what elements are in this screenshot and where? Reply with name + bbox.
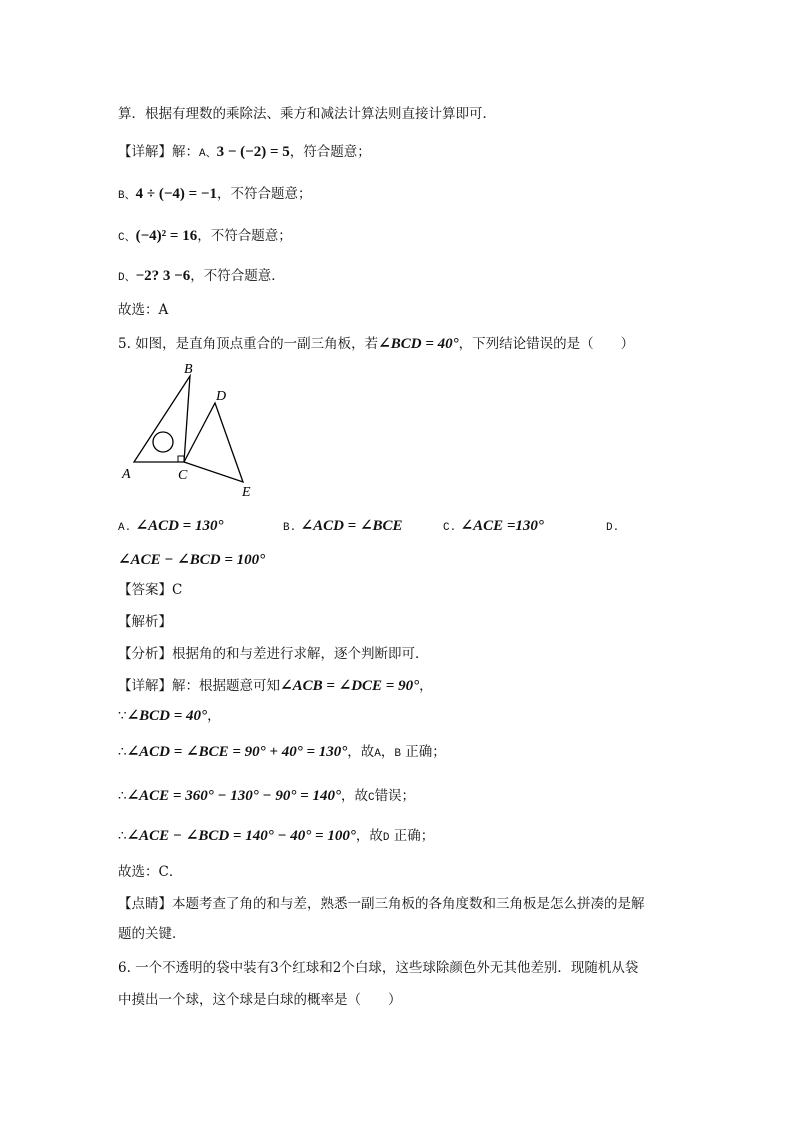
choice-text: 故选：C． [118, 864, 183, 880]
math-expression: ∠ACE = 360° − 130° − 90° = 140° [126, 788, 341, 804]
punctuation: ， [380, 744, 395, 760]
verdict-text: ，不符合题意． [190, 268, 285, 284]
option-letter: B、 [118, 190, 136, 202]
step-text: ，故 [340, 788, 368, 804]
option-label: D. [606, 522, 620, 534]
option-b [283, 516, 403, 538]
analysis-text: 【分析】根据角的和与差进行求解，逐个判断即可． [118, 646, 429, 662]
step-text: 正确； [389, 828, 435, 844]
point-label-b: B [184, 362, 193, 377]
triangle-hole [153, 432, 173, 452]
option-letter: A [374, 748, 381, 760]
math-expression: ∠ACE − ∠BCD = 100° [118, 552, 266, 568]
method-text: 算．根据有理数的乘除法、乘方和减法计算法则直接计算即可． [118, 106, 496, 122]
punctuation: ， [419, 678, 433, 694]
step-text: ，故 [355, 828, 383, 844]
question-text: 中摸出一个球，这个球是白球的概率是（ ） [118, 992, 402, 1008]
option-letter: D、 [118, 272, 136, 284]
math-expression: (−4)² = 16 [135, 228, 198, 244]
step-2 [118, 786, 415, 808]
verdict-text: ，不符合题意； [197, 228, 292, 244]
option-letter: C、 [118, 232, 136, 244]
punctuation: ， [207, 708, 221, 724]
because-line [118, 706, 221, 726]
therefore-symbol: ∴ [118, 828, 127, 844]
text-line [118, 226, 292, 248]
math-expression: −2? 3 −6 [135, 268, 191, 284]
option-letter: C [367, 792, 375, 804]
math-expression: 3 − (−2) = 5 [216, 144, 290, 160]
text-line [118, 300, 168, 320]
triangle-dce [184, 403, 243, 482]
answer-text: 【答案】C [118, 582, 183, 598]
step-text: 正确； [401, 744, 446, 760]
option-label: A. [118, 522, 132, 534]
question-5 [118, 334, 634, 354]
text-line [118, 104, 496, 124]
option-label: C. [443, 522, 457, 534]
math-expression: ∠ACB = ∠DCE = 90° [280, 678, 420, 694]
point-label-d: D [216, 389, 227, 404]
question-6-cont [118, 990, 402, 1010]
math-expression: ∠BCD = 40° [378, 336, 459, 352]
text-line [118, 142, 371, 164]
detail-line [118, 676, 433, 696]
step-3 [118, 826, 434, 848]
choice-text: 故选：A [118, 302, 169, 318]
step-1 [118, 742, 446, 764]
option-c [443, 516, 544, 538]
math-expression: 4 ÷ (−4) = −1 [135, 186, 217, 202]
option-letter: A、 [199, 148, 217, 160]
math-expression: ∠ACD = ∠BCE = 90° + 40° = 130° [126, 744, 348, 760]
math-expression: ∠ACD = ∠BCE [300, 518, 403, 534]
comment-line [118, 894, 645, 914]
right-angle-mark [178, 456, 184, 462]
triangle-abc [134, 376, 190, 462]
point-label-a: A [122, 467, 131, 482]
answer-line [118, 580, 182, 600]
point-label-e: E [242, 485, 251, 500]
option-letter: D [382, 832, 390, 844]
analysis-head [118, 612, 172, 632]
question-text: 6. 一个不透明的袋中装有3个红球和2个白球，这些球除颜色外无其他差别．现随机从袋 [118, 960, 639, 976]
step-text: 错误； [374, 788, 416, 804]
comment-text: 题的关键． [118, 926, 186, 942]
text-line [118, 184, 311, 206]
analysis-line [118, 644, 429, 664]
math-expression: ∠ACD = 130° [135, 518, 224, 534]
detail-label: 【详解】解： [118, 144, 199, 160]
analysis-heading: 【解析】 [118, 614, 172, 630]
math-expression: ∠ACE − ∠BCD = 140° − 40° = 100° [126, 828, 356, 844]
verdict-text: ，符合题意； [289, 144, 371, 160]
option-label: B. [283, 522, 297, 534]
step-text: ，故 [347, 744, 375, 760]
choice-line [118, 862, 182, 882]
comment-text: 【点睛】本题考查了角的和与差，熟悉一副三角板的各角度数和三角板是怎么拼凑的是解 [118, 896, 645, 912]
therefore-symbol: ∴ [118, 788, 127, 804]
detail-text: 【详解】解：根据题意可知 [118, 678, 280, 694]
question-text: 5. 如图，是直角顶点重合的一副三角板，若 [118, 336, 379, 352]
comment-line [118, 924, 186, 944]
math-expression: ∠BCD = 40° [126, 708, 208, 724]
text-line [118, 266, 285, 288]
option-d [118, 550, 265, 570]
question-6 [118, 958, 638, 978]
question-text: ，下列结论错误的是（ ） [458, 336, 635, 352]
because-symbol: ∵ [118, 708, 127, 724]
option-letter: B [394, 748, 401, 760]
option-a [118, 516, 223, 538]
triangle-figure [118, 358, 268, 503]
math-expression: ∠ACE =130° [460, 518, 544, 534]
option-d-label [606, 516, 619, 538]
therefore-symbol: ∴ [118, 744, 127, 760]
point-label-c: C [178, 468, 188, 483]
verdict-text: ，不符合题意； [216, 186, 312, 202]
